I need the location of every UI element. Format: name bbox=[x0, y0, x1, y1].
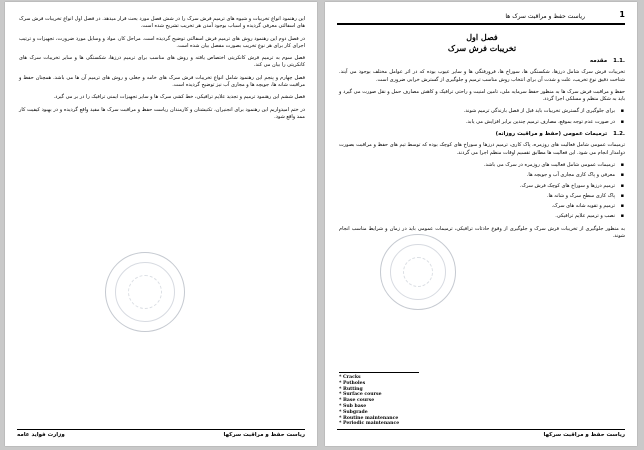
section-number: 1.2. bbox=[613, 131, 625, 138]
list-item: ▪ در صورت عدم توجه بموقع، مصارف ترمیم چندین برابر افزایش می یابد. bbox=[339, 119, 615, 126]
left-page-footer bbox=[17, 429, 305, 438]
paragraph: در ختم امیدواریم این رهنمود برای انجنیران، تکنیشنان و کارمندان ریاست حفظ و مراقبت سرک ها مفید واقع گردیده و در بهبود کیفیت کار ممد واقع شود. bbox=[19, 106, 305, 120]
list-item: ▪ ترمیم درزها و سوراخ های کوچک فرش سرک. bbox=[339, 183, 615, 190]
chapter-title: فصل اول bbox=[466, 32, 498, 42]
watermark-seal bbox=[380, 234, 456, 310]
footnote: * Base course bbox=[339, 398, 419, 404]
page-number: 1 bbox=[619, 10, 625, 19]
bullet-list bbox=[339, 162, 625, 221]
list-item: ▪ معرفی و پاک کاری مجاری آب و جویچه ها. bbox=[339, 172, 615, 179]
left-page-body bbox=[19, 16, 305, 126]
list-item: ▪ برای جلوگیری از گسترش تخریبات باید قبل از فصل بارندگی ترمیم شوند. bbox=[339, 108, 615, 115]
right-page-footer bbox=[337, 429, 625, 438]
section-heading bbox=[339, 58, 625, 65]
footnote: * Surface course bbox=[339, 392, 419, 398]
footnote: * Periodic maintenance bbox=[339, 421, 419, 427]
section-heading bbox=[339, 131, 625, 138]
paragraph: فصل چهارم و پنجم این رهنمود شامل انواع تخریبات فرش سرک های خامه و جغلی و روش های ترمیم آن ها می باشد. همچنان حفظ و مراقبت شانه ها، جویچه ها و مجاری آب نیز توضیح گردیده است. bbox=[19, 74, 305, 89]
header-title: ریاست حفظ و مراقبت سرک ها bbox=[505, 13, 585, 20]
paragraph: فصل سوم به ترمیم فرش کانکریتی اختصاص یافته و روش های مناسب برای ترمیم درزها، شکستگی ها و سایر تخریبات سرک های کانکریتی را بیان می کند. bbox=[19, 55, 305, 69]
bullet-list bbox=[339, 108, 625, 126]
section-number: 1.1. bbox=[613, 58, 625, 64]
left-page bbox=[5, 2, 317, 446]
footnote: * Sub base bbox=[339, 404, 419, 410]
paragraph: به منظور جلوگیری از تخریبات فرش سرک و جلوگیری از وقوع حادثات ترافیکی، ترمیمات عمومی باید در زمان و شرایط مناسب انجام شوند. bbox=[339, 225, 625, 240]
paragraph: این رهنمود انواع تخریبات و شیوه های ترمیم فرش سرک را در شش فصل مورد بحث قرار میدهد. در فصل اول انواع تخریبات فرش سرک های اسفالتی معرفی گردیده و اسباب بوجود آمدن هر تخریب تشریح شده است. bbox=[19, 16, 305, 30]
footnote: * Cracks bbox=[339, 375, 419, 381]
footer-org: ریاست حفظ و مراقبت سرکها bbox=[543, 432, 625, 438]
list-item: ▪ نصب و ترمیم علایم ترافیکی. bbox=[339, 213, 615, 220]
right-page bbox=[325, 2, 637, 446]
paragraph: فصل ششم این رهنمود ترمیم و تجدید علایم ترافیکی، خط کشی سرک ها و سایر تجهیزات ایمنی ترافیک را در بر می گیرد. bbox=[53, 94, 305, 101]
watermark-seal bbox=[105, 252, 185, 332]
section-title: مقدمه bbox=[589, 58, 608, 64]
footnote: * Rutting bbox=[339, 387, 419, 393]
paragraph: حفظ و مراقبت فرش سرک ها به منظور حفظ سرمایه ملی، تامین امنیت و راحتی ترافیک و کاهش مصارف حمل و نقل صورت می گیرد و باید به شکل منظم و مسلکی اجرا گردد. bbox=[339, 88, 625, 103]
paragraph: در فصل دوم این رهنمود روش های ترمیم فرش اسفالتی توضیح گردیده است. مراحل کار، مواد و وسایل مورد ضرورت، تجهیزات و ترتیب اجرای کار برای هر نوع تخریب بصورت مفصل بیان شده است. bbox=[19, 35, 305, 49]
footnote: * Subgrade bbox=[339, 410, 419, 416]
list-item: ▪ ترمیم و تقویه شانه های سرک. bbox=[339, 203, 615, 210]
right-page-body bbox=[339, 32, 625, 245]
footnotes bbox=[339, 372, 419, 427]
chapter-subtitle: تخریبات فرش سرک bbox=[447, 43, 517, 53]
footnote: * Potholes bbox=[339, 381, 419, 387]
section-title: ترمیمات عمومی (حفظ و مراقبت روزانه) bbox=[495, 131, 608, 138]
list-item: ▪ ترمیمات عمومی شامل فعالیت های روزمره در سرک می باشد. bbox=[339, 162, 615, 169]
list-item: ▪ پاک کاری سطح سرک و شانه ها. bbox=[339, 193, 615, 200]
footnote: * Routine maintenance bbox=[339, 416, 419, 422]
footer-org: ریاست حفظ و مراقبت سرکها bbox=[223, 432, 305, 438]
footer-ministry: وزارت فواید عامه bbox=[17, 432, 65, 438]
paragraph: ترمیمات عمومی شامل فعالیت های روزمره، پاک کاری، ترمیم درزها و سوراخ های کوچک بوده که توسط تیم های حفظ و مراقبت بصورت دوامدار انجام می شود. این فعالیت ها مطابق تقسیم اوقات منظم اجرا می گردند. bbox=[339, 142, 625, 156]
paragraph: تخریبات فرش سرک شامل درزها، شکستگی ها، سوراخ ها، فرورفتگی ها و سایر عیوب بوده که در اثر عوامل مختلف بوجود می آیند. شناخت دقیق نوع تخریب، علت و شدت آن برای انتخاب روش مناسب ترمیم و جلوگیری از گسترش خرابی ضروری است. bbox=[339, 69, 625, 83]
page-header bbox=[337, 10, 625, 25]
